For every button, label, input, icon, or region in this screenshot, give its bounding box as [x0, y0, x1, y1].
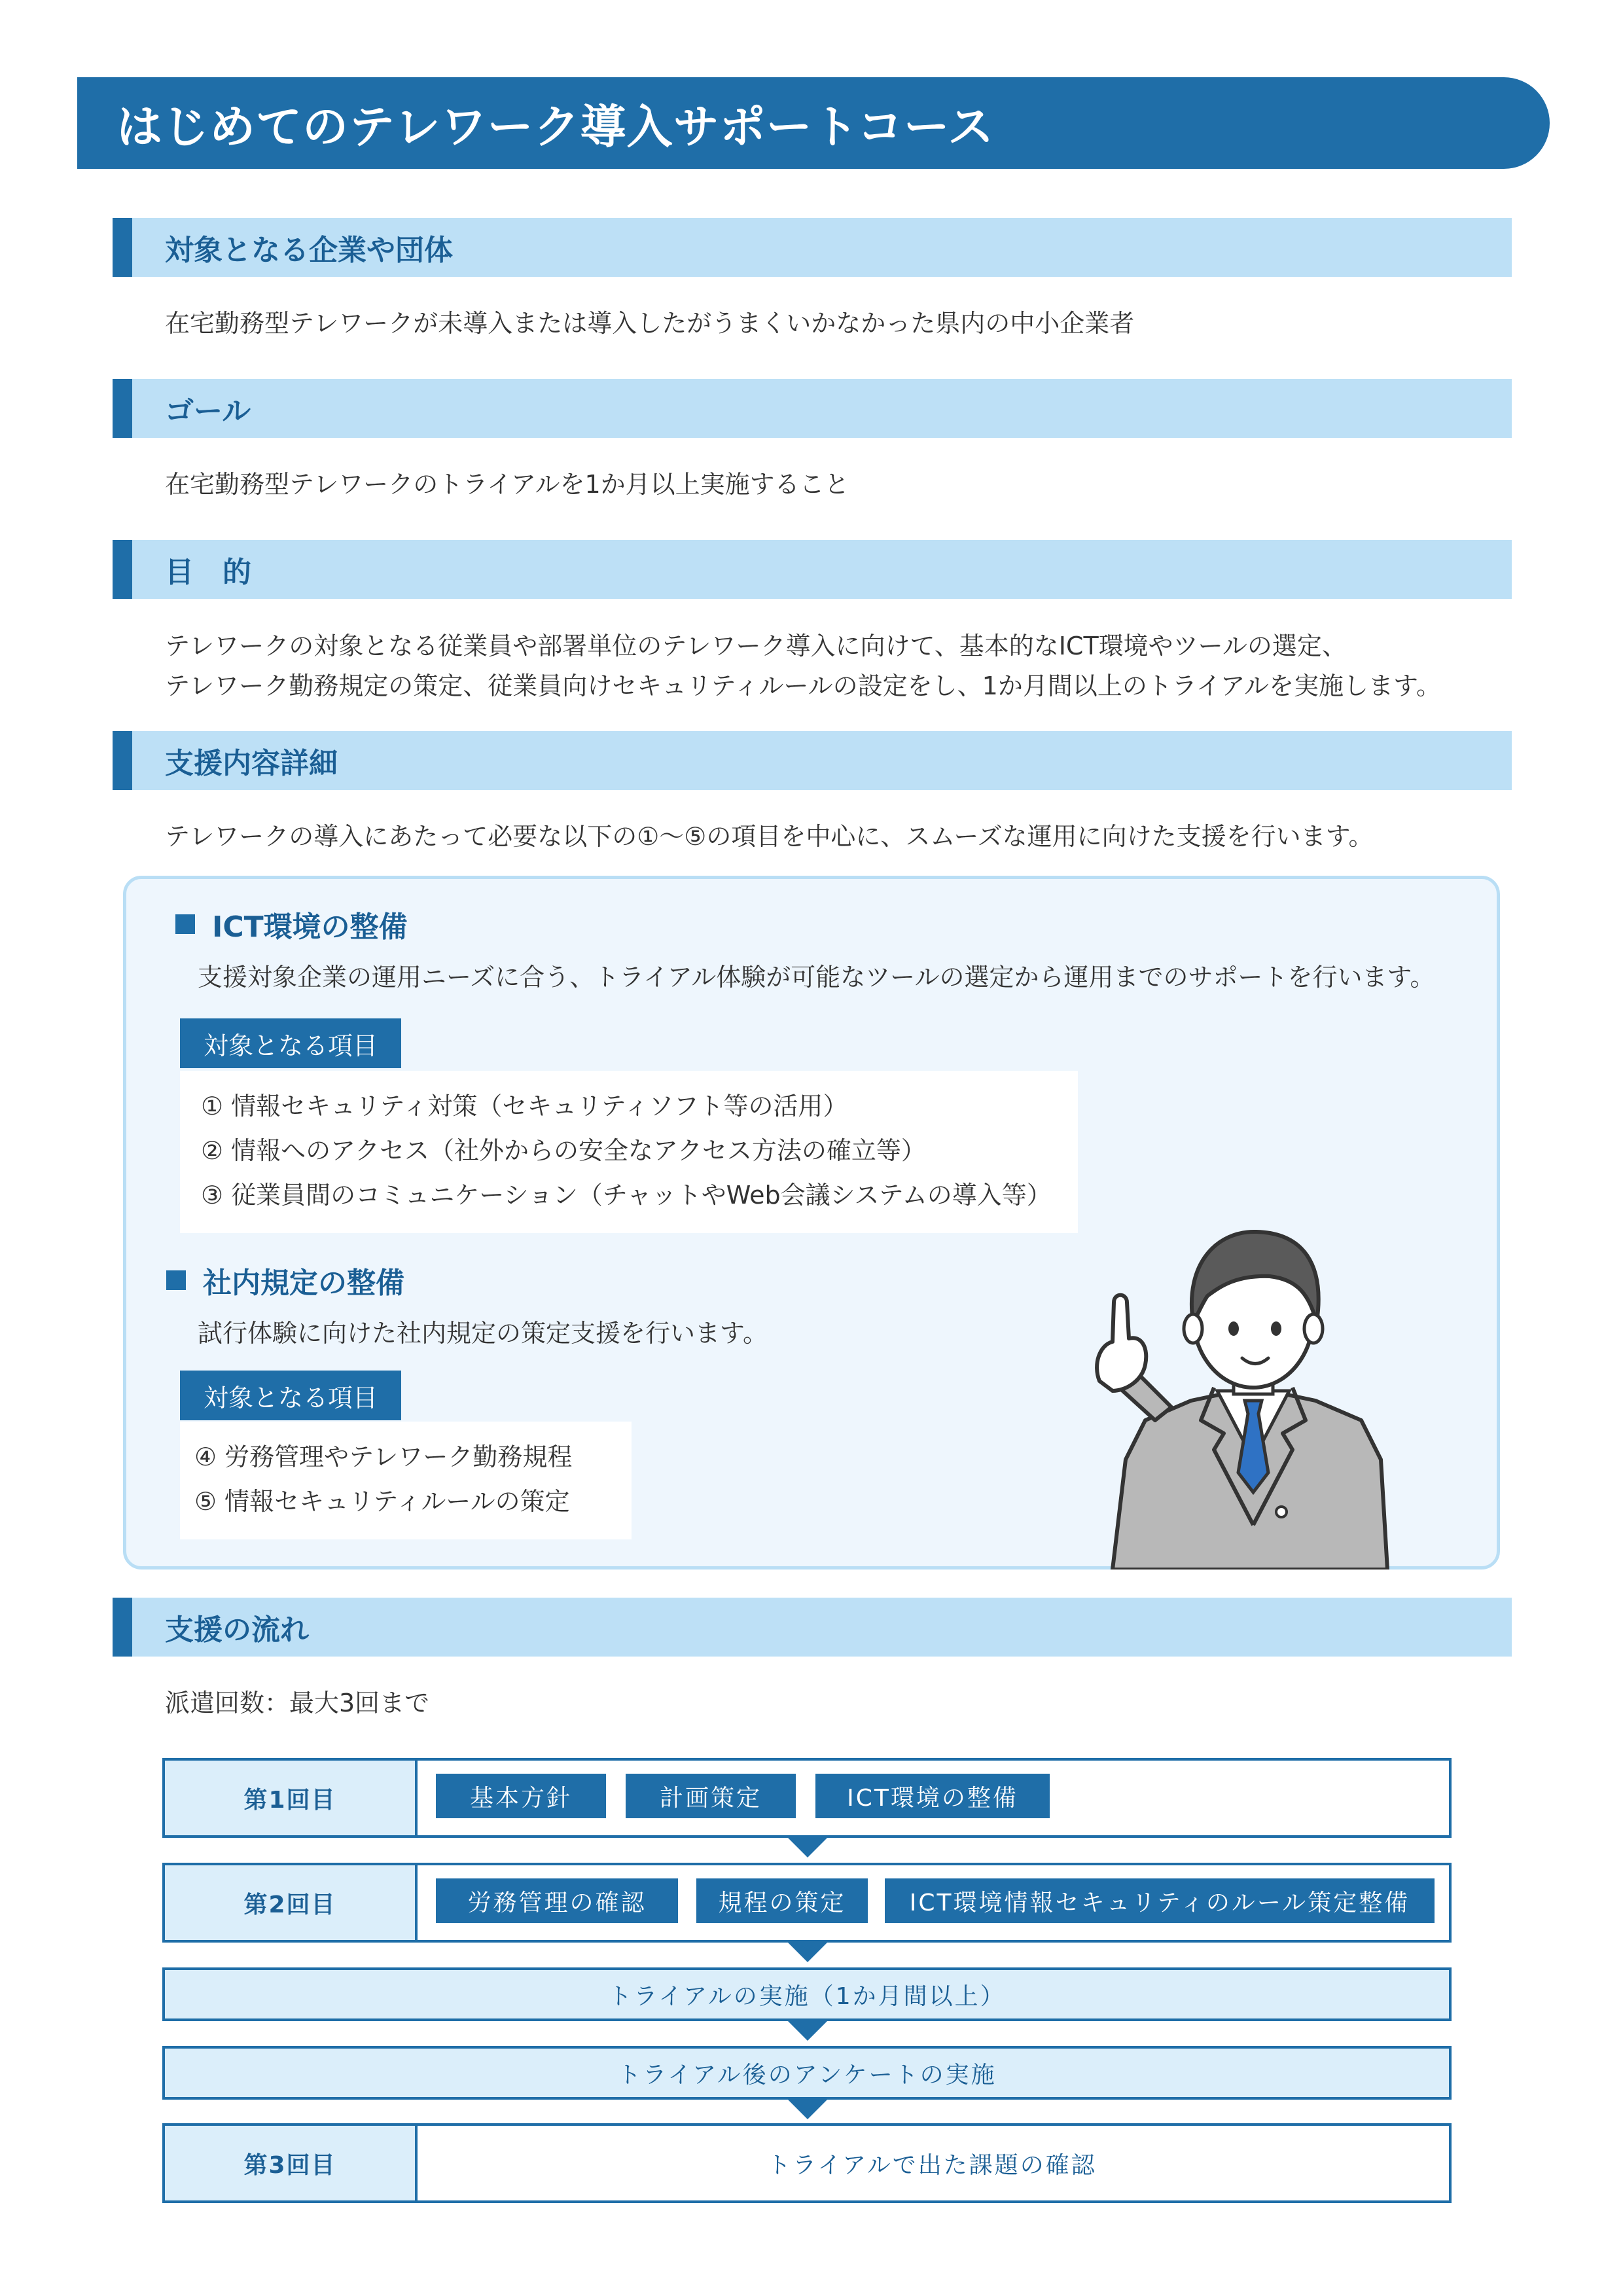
section-header-target: [113, 218, 1512, 277]
flow-chip: ICT環境の整備: [815, 1774, 1050, 1818]
flow-step-3: [162, 2123, 1452, 2203]
flow-chip: 規程の策定: [696, 1878, 868, 1923]
flow-arrow-down-icon: [788, 1838, 827, 1857]
ict-item-list: [180, 1071, 1078, 1233]
list-item: ① 情報セキュリティ対策（セキュリティソフト等の活用）: [201, 1092, 848, 1121]
page-title: はじめてのテレワーク導入サポートコース: [116, 99, 995, 154]
flow-survey: トライアル後のアンケートの実施: [162, 2046, 1452, 2100]
goal-text: 在宅勤務型テレワークのトライアルを1か月以上実施すること: [165, 470, 849, 499]
title-banner: [77, 77, 1550, 169]
target-text: 在宅勤務型テレワークが未導入または導入したがうまくいかなかった県内の中小企業者: [165, 309, 1135, 338]
rules-target-tag: 対象となる項目: [180, 1371, 401, 1420]
step-label: 第2回目: [165, 1865, 418, 1940]
section-header-details: [113, 731, 1512, 790]
businessman-illustration: [1073, 1224, 1400, 1570]
square-bullet-icon: [175, 914, 195, 934]
ict-heading-label: ICT環境の整備: [212, 910, 408, 944]
step-label: 第3回目: [165, 2126, 418, 2200]
rules-heading: [166, 1259, 404, 1301]
list-item: ④ 労務管理やテレワーク勤務規程: [194, 1443, 573, 1471]
step-3-text: トライアルで出た課題の確認: [767, 2151, 1097, 2179]
section-header-flow: [113, 1598, 1512, 1657]
ict-target-tag: 対象となる項目: [180, 1018, 401, 1068]
flow-chip: 基本方針: [436, 1774, 606, 1818]
flow-step-1: [162, 1758, 1452, 1838]
purpose-line-2: テレワーク勤務規定の策定、従業員向けセキュリティルールの設定をし、1か月間以上のトライアルを実施します。: [165, 672, 1442, 700]
flow-chip: 労務管理の確認: [436, 1878, 678, 1923]
section-heading: 支援内容詳細: [165, 747, 338, 780]
flow-arrow-down-icon: [788, 1943, 827, 1962]
flow-arrow-down-icon: [788, 2100, 827, 2119]
list-item: ⑤ 情報セキュリティルールの策定: [194, 1487, 570, 1516]
section-header-goal: [113, 379, 1512, 438]
rules-description: 試行体験に向けた社内規定の策定支援を行います。: [198, 1319, 768, 1348]
rules-heading-label: 社内規定の整備: [203, 1266, 404, 1300]
flow-chip: ICT環境情報セキュリティのルール策定整備: [885, 1878, 1435, 1923]
square-bullet-icon: [166, 1270, 186, 1290]
step-label: 第1回目: [165, 1761, 418, 1835]
section-heading: 支援の流れ: [165, 1613, 309, 1647]
section-heading: 目 的: [165, 556, 251, 589]
flow-arrow-down-icon: [788, 2021, 827, 2041]
ict-heading: [175, 903, 408, 945]
section-heading: 対象となる企業や団体: [165, 234, 453, 267]
list-item: ③ 従業員間のコミュニケーション（チャットやWeb会議システムの導入等）: [201, 1181, 1052, 1210]
details-text: テレワークの導入にあたって必要な以下の①～⑤の項目を中心に、スムーズな運用に向けた支援を行います。: [165, 822, 1374, 851]
ict-description: 支援対象企業の運用ニーズに合う、トライアル体験が可能なツールの選定から運用までのサポートを行います。: [198, 963, 1435, 992]
purpose-line-1: テレワークの対象となる従業員や部署単位のテレワーク導入に向けて、基本的なICT環境やツールの選定、: [165, 632, 1347, 660]
section-heading: ゴール: [165, 395, 251, 428]
flow-step-2: [162, 1863, 1452, 1943]
flow-trial: トライアルの実施（1か月間以上）: [162, 1967, 1452, 2021]
list-item: ② 情報へのアクセス（社外からの安全なアクセス方法の確立等）: [201, 1136, 926, 1165]
rules-item-list: [180, 1422, 632, 1539]
flow-chip: 計画策定: [626, 1774, 796, 1818]
section-header-purpose: [113, 540, 1512, 599]
dispatch-count-text: 派遣回数：最大3回まで: [165, 1689, 430, 1717]
